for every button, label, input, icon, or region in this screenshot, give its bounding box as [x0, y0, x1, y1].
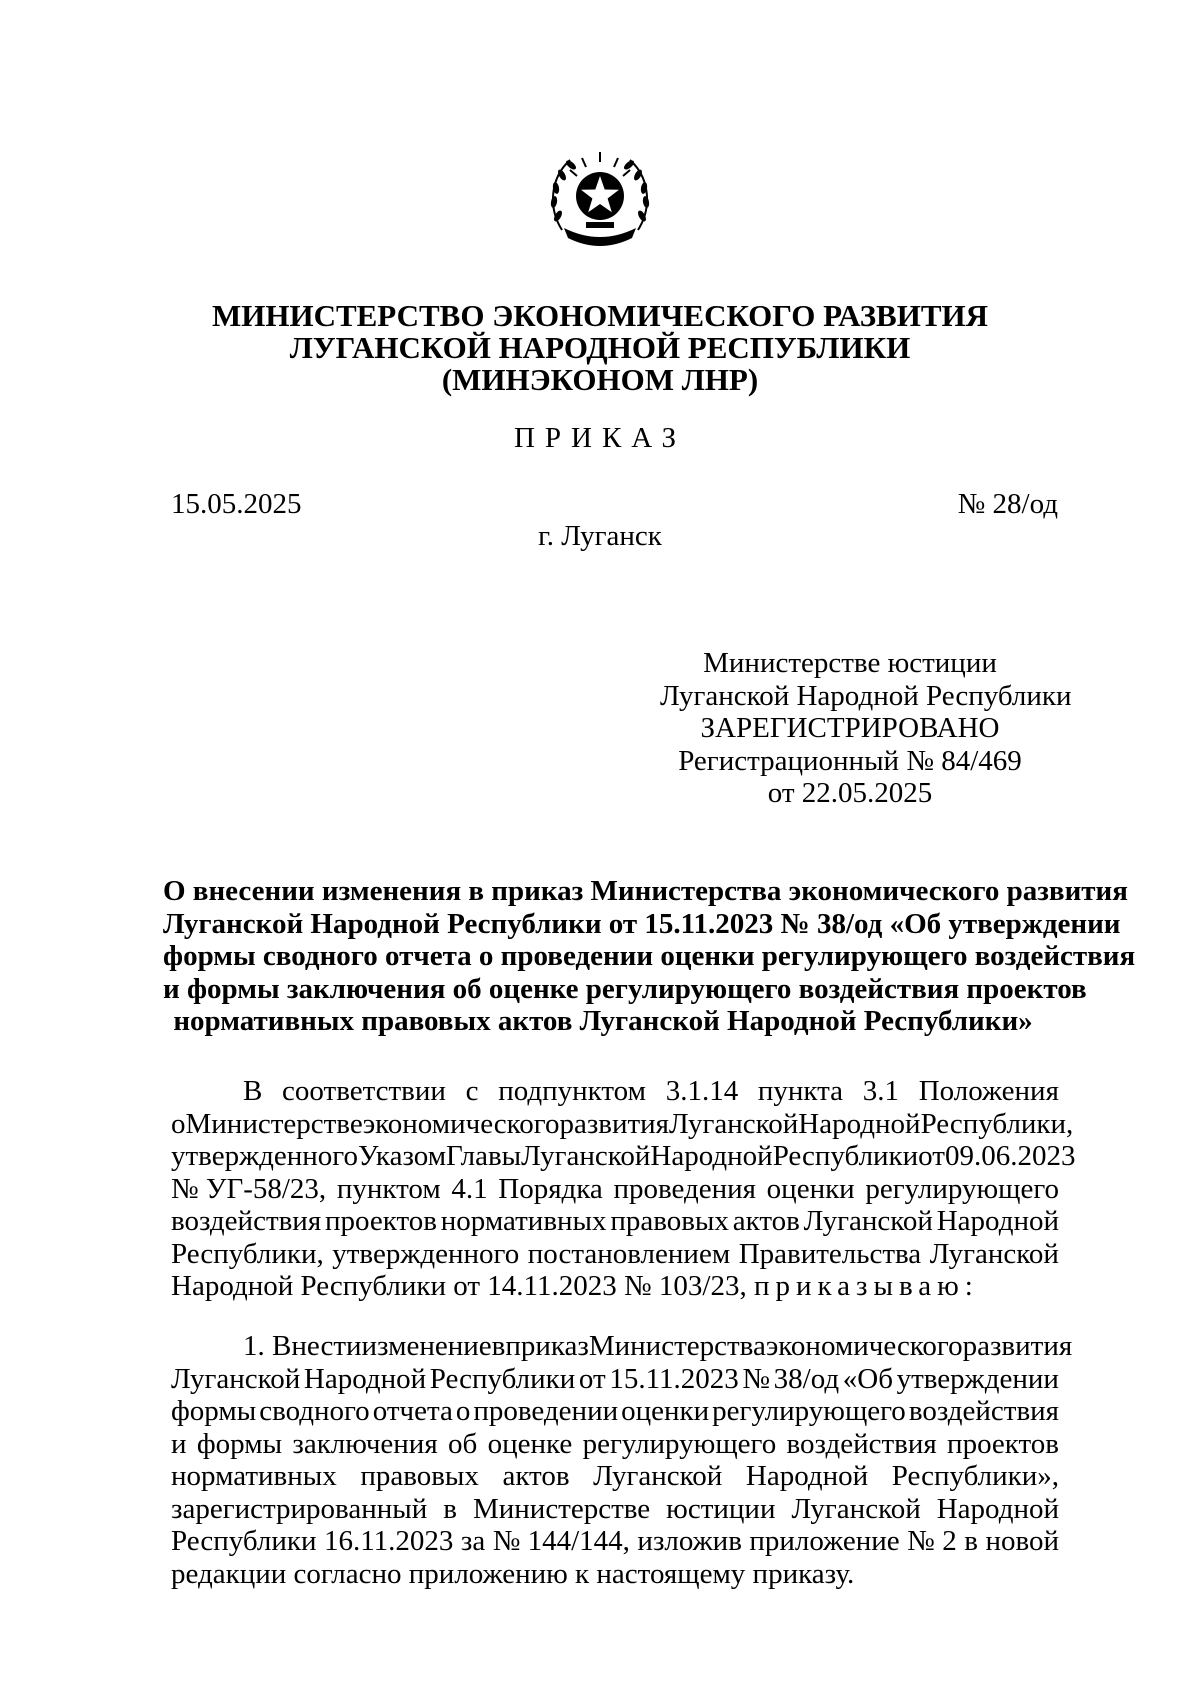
paragraph-line	[171, 1460, 1059, 1493]
paragraph-line	[171, 1493, 1059, 1526]
word: 3.1.14	[665, 1075, 739, 1107]
word: оценки	[621, 1395, 710, 1427]
word: 38/од	[773, 1362, 840, 1395]
paragraph-line	[171, 1238, 1059, 1271]
paragraph-line	[171, 1330, 1073, 1363]
word: и	[171, 1427, 187, 1460]
word: Луганской	[803, 1205, 933, 1237]
word: Народной	[936, 1205, 1059, 1237]
word: Луганской	[791, 1492, 921, 1525]
word: Положения	[918, 1075, 1059, 1107]
word: Луганской	[521, 1140, 651, 1172]
word: Указом	[357, 1140, 447, 1172]
subject-line: нормативных правовых актов Луганской Народной Республики»	[173, 1005, 1033, 1037]
order-subject-heading	[163, 875, 1136, 1038]
registration-line: Луганской Народной Республики	[660, 679, 1072, 712]
paragraph-line	[171, 1395, 1059, 1428]
word: Республики	[171, 1525, 317, 1557]
paragraph-line	[171, 1140, 1076, 1173]
order-number: № 28/од	[957, 488, 1058, 520]
word: Луганской	[593, 1460, 723, 1492]
word: 09.06.2023	[944, 1140, 1076, 1172]
word: отчета	[372, 1395, 453, 1427]
subject-line: формы сводного отчета о проведении оценки регулирующего воздействия	[163, 940, 1136, 972]
paragraph-line	[171, 1525, 1059, 1558]
ministry-abbreviation: (МИНЭКОНОМ ЛНР)	[441, 362, 759, 397]
word: проектов	[325, 1205, 437, 1237]
registration-stamp	[660, 647, 1072, 810]
word: постановлением	[527, 1237, 731, 1270]
word: Республики,	[920, 1107, 1074, 1140]
word: Правительства	[738, 1237, 922, 1270]
word: утвержденного	[171, 1140, 358, 1172]
word: приказ	[505, 1330, 589, 1362]
word: сводного	[259, 1395, 370, 1427]
word: «Об	[842, 1362, 893, 1395]
word: в	[443, 1492, 457, 1525]
item-1-paragraph	[171, 1330, 1073, 1590]
word: Республики	[429, 1362, 576, 1395]
word: 2	[942, 1525, 957, 1557]
word: развития	[962, 1330, 1073, 1362]
word: № 144/144,	[492, 1525, 630, 1557]
word: заключения	[292, 1427, 438, 1460]
subject-line: и формы заключения об оценке регулирующего воздействия проектов	[163, 972, 1087, 1005]
word: о	[455, 1395, 471, 1427]
word: в	[964, 1525, 978, 1557]
word: приложение	[749, 1525, 900, 1557]
paragraph-line	[171, 1107, 1074, 1141]
word: воздействия	[786, 1427, 937, 1460]
word: утверждении	[896, 1362, 1059, 1395]
word: Республики	[772, 1140, 919, 1172]
paragraph-line: редакции согласно приложению к настоящему приказу.	[171, 1557, 855, 1590]
word: об	[448, 1427, 478, 1460]
word: развития	[559, 1107, 670, 1140]
word: изложив	[637, 1525, 742, 1557]
word: проектов	[947, 1427, 1059, 1460]
ministry-header	[170, 300, 1030, 396]
word: Порядка	[498, 1172, 603, 1205]
word: Народной	[745, 1460, 869, 1492]
word: оценки	[766, 1172, 855, 1205]
word: подпунктом	[498, 1075, 646, 1107]
registration-line: от 22.05.2025	[767, 777, 933, 809]
word: о	[171, 1107, 186, 1140]
word: новой	[985, 1525, 1059, 1557]
word: В	[243, 1075, 263, 1107]
subject-line: Луганской Народной Республики от 15.11.2023 № 38/од «Об утверждении	[163, 907, 1121, 940]
registration-line: Министерстве юстиции	[703, 647, 997, 679]
paragraph-line	[171, 1363, 1059, 1396]
word: пункта	[757, 1075, 844, 1107]
paragraph-line	[171, 1428, 1059, 1461]
word: в	[491, 1330, 506, 1362]
paragraph-text: Народной Республики от 14.11.2023 № 103/23,	[171, 1270, 754, 1302]
word: правовых	[610, 1205, 729, 1237]
paragraph-line	[171, 1173, 1059, 1206]
word: правовых	[360, 1460, 479, 1492]
word: формы	[171, 1395, 257, 1427]
word: Луганской	[929, 1237, 1059, 1270]
word: зарегистрированный	[171, 1492, 428, 1525]
word: Народной	[798, 1107, 921, 1140]
paragraph-line	[171, 1075, 1059, 1108]
word: регулирующего	[865, 1172, 1059, 1205]
paragraph-line	[171, 1270, 1059, 1303]
word: регулирующего	[712, 1395, 906, 1427]
word: 4.1	[451, 1172, 488, 1205]
word: Народной	[650, 1140, 773, 1172]
registration-line: ЗАРЕГИСТРИРОВАНО	[700, 712, 1000, 744]
word: утвержденного	[332, 1237, 520, 1270]
word: экономического	[765, 1330, 963, 1362]
word: 15.11.2023	[609, 1362, 739, 1395]
word: №	[907, 1525, 935, 1557]
word: формы	[196, 1427, 283, 1460]
subject-line: О внесении изменения в приказ Министерства экономического развития	[163, 875, 1128, 907]
word: Министерстве	[185, 1107, 363, 1140]
word: проведения	[613, 1172, 757, 1205]
word: от	[918, 1140, 945, 1172]
word: 16.11.2023	[323, 1525, 454, 1557]
order-keyword: приказываю:	[753, 1270, 979, 1302]
word: за	[460, 1525, 486, 1557]
word: экономического	[362, 1107, 560, 1140]
word: Народной	[303, 1362, 427, 1395]
ministry-name-line1: МИНИСТЕРСТВО ЭКОНОМИЧЕСКОГО РАЗВИТИЯ	[211, 298, 989, 333]
word: Республики»,	[891, 1460, 1059, 1492]
paragraph-line	[171, 1205, 1059, 1238]
word: Главы	[446, 1140, 522, 1172]
word: Министерстве	[472, 1492, 651, 1525]
ministry-name-line2: ЛУГАНСКОЙ НАРОДНОЙ РЕСПУБЛИКИ	[289, 330, 911, 365]
word: нормативных	[171, 1460, 337, 1492]
city-name: г. Луганск	[538, 520, 662, 552]
word: от	[578, 1362, 606, 1395]
word: № УГ-58/23,	[171, 1172, 327, 1205]
word: с	[465, 1075, 479, 1107]
word: Министерства	[588, 1330, 766, 1362]
coat-of-arms-icon	[540, 138, 660, 258]
word: воздействия	[171, 1205, 322, 1237]
word: 1. Внести	[243, 1330, 362, 1362]
word: изменение	[361, 1330, 492, 1362]
word: нормативных	[440, 1205, 607, 1237]
word: актов	[502, 1460, 570, 1492]
order-date: 15.05.2025	[171, 488, 302, 520]
word: юстиции	[666, 1492, 776, 1525]
word: №	[742, 1362, 771, 1395]
preamble-paragraph	[171, 1075, 1076, 1303]
word: актов	[732, 1205, 800, 1237]
word: воздействия	[908, 1395, 1059, 1427]
word: Народной	[936, 1492, 1059, 1525]
word: пунктом	[336, 1172, 441, 1205]
word: проведении	[473, 1395, 619, 1427]
word: Республики,	[171, 1237, 324, 1270]
word: 3.1	[862, 1075, 899, 1107]
word: соответствии	[282, 1075, 446, 1107]
word: Луганской	[171, 1362, 301, 1395]
registration-line: Регистрационный № 84/469	[678, 744, 1022, 777]
document-type-title: ПРИКАЗ	[513, 422, 687, 454]
word: оценке	[487, 1427, 573, 1460]
word: регулирующего	[582, 1427, 777, 1460]
word: Луганской	[669, 1107, 799, 1140]
